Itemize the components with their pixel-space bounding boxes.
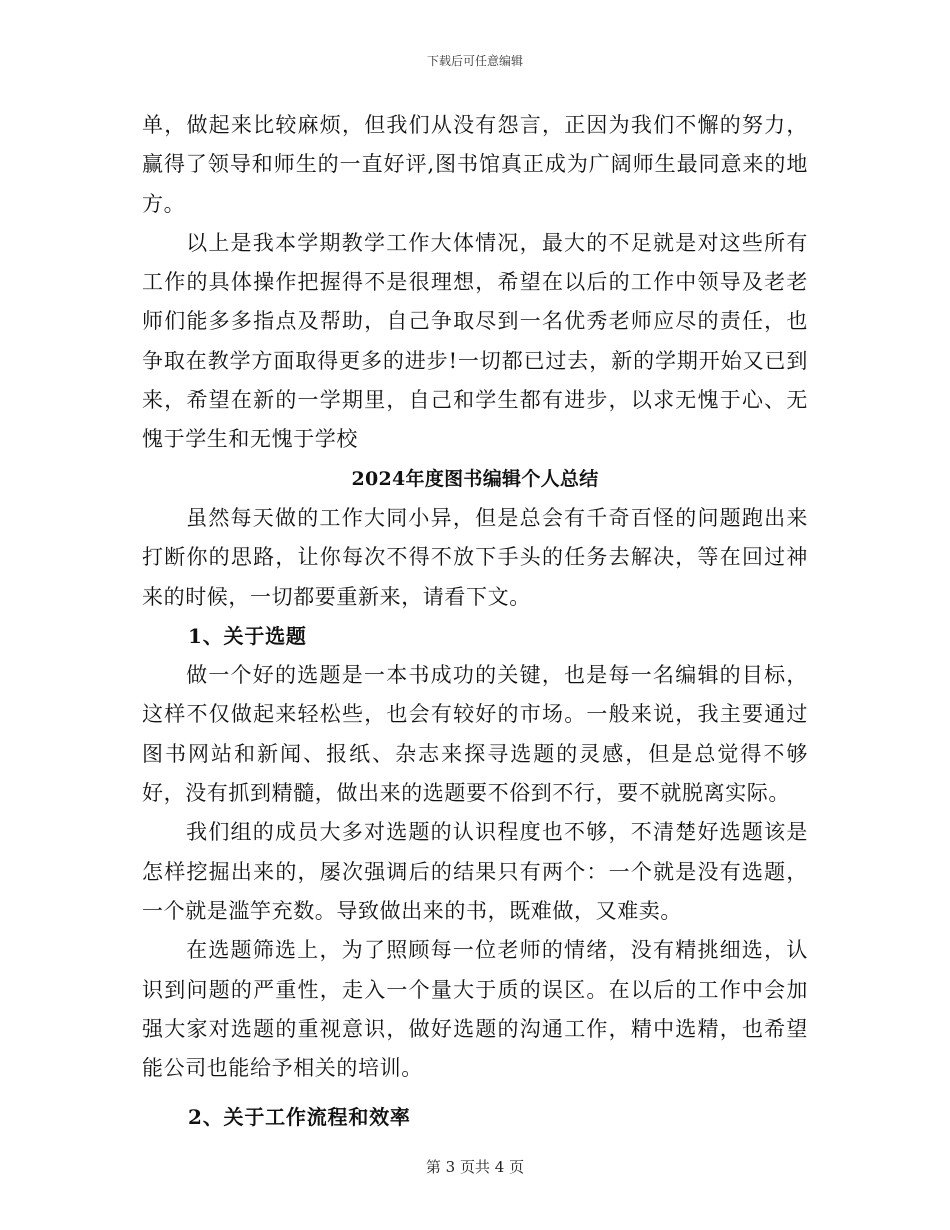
paragraph-summary: 以上是我本学期教学工作大体情况，最大的不足就是对这些所有工作的具体操作把握得不是很理想，希望在以后的工作中领导及老老师们能多多指点及帮助，自己争取尽到一名优秀老师应尽的责任，也争取在教学方面取得更多的进步!一切都已过去，新的学期开始又已到来，希望在新的一学期里，自己和学生都有进步，以求无愧于心、无愧于学生和无愧于学校 — [142, 230, 808, 452]
page-header: 下载后可任意编辑 — [426, 54, 523, 68]
section-heading-workflow: 2、关于工作流程和效率 — [188, 1105, 411, 1130]
page-footer: 第 3 页共 4 页 — [425, 1158, 525, 1176]
document-title: 2024年度图书编辑个人总结 — [351, 467, 599, 490]
paragraph-intro: 虽然每天做的工作大同小异，但是总会有千奇百怪的问题跑出来打断你的思路，让你每次不得不放下手头的任务去解决，等在回过神来的时候，一切都要重新来，请看下文。 — [142, 505, 808, 609]
paragraph-topic-1: 做一个好的选题是一本书成功的关键，也是每一名编辑的目标，这样不仅做起来轻松些，也会有较好的市场。一般来说，我主要通过图书网站和新闻、报纸、杂志来探寻选题的灵感，但是总觉得不够好，没有抓到精髓，做出来的选题要不俗到不行，要不就脱离实际。 — [142, 663, 808, 806]
paragraph-continued: 单，做起来比较麻烦，但我们从没有怨言，正因为我们不懈的努力，赢得了领导和师生的一直好评,图书馆真正成为广阔师生最同意来的地方。 — [142, 113, 808, 216]
paragraph-topic-3: 在选题筛选上，为了照顾每一位老师的情绪，没有精挑细选，认识到问题的严重性，走入一个量大于质的误区。在以后的工作中会加强大家对选题的重视意识，做好选题的沟通工作，精中选精，也希望能公司也能给予相关的培训。 — [142, 938, 808, 1081]
document-body — [142, 106, 808, 1138]
paragraph-topic-2: 我们组的成员大多对选题的认识程度也不够，不清楚好选题该是怎样挖掘出来的，屡次强调后的结果只有两个：一个就是没有选题，一个就是滥竽充数。导致做出来的书，既难做，又难卖。 — [142, 820, 808, 923]
section-heading-topic: 1、关于选题 — [188, 623, 307, 648]
